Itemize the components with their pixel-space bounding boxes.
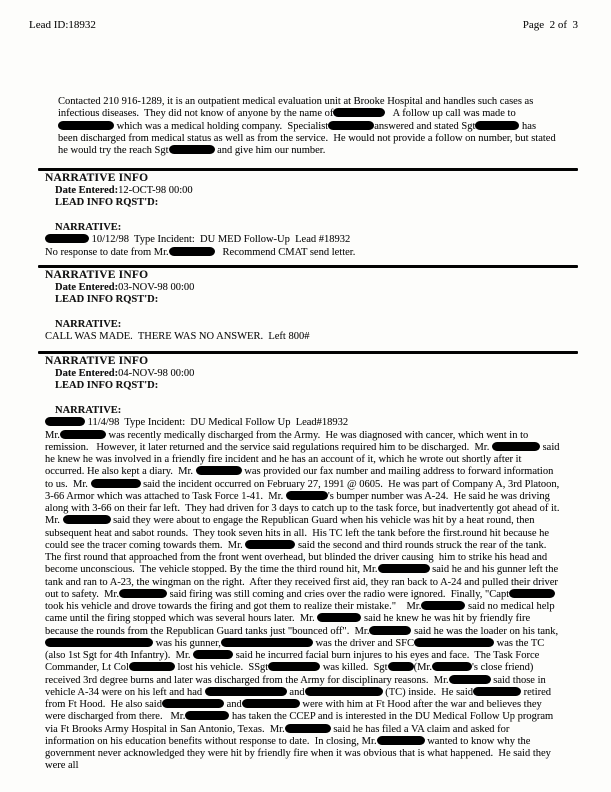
redaction-mark bbox=[509, 589, 555, 598]
narrative-line: 11/4/98 Type Incident: DU Medical Follow Up Lead#18932 bbox=[45, 417, 578, 429]
date-entered-value: 03-NOV-98 00:00 bbox=[118, 282, 195, 293]
narrative-paragraph: Mr. was recently medically discharged from the Army. He was diagnosed with cancer, which went in to remission. However, it later returned and the service said regulations required him to be discharged. Mr. said he knew he was involved in a friendly fire incident and he has an account of it, which he wrote out shortly after it occurred. He also kept a diary. Mr. was provided our fax number and mailing address to forward information to us. Mr. said the incident occurred on February 27, 1991 @ 0605. He was part of Company A, 3rd Platoon, 3-66 Armor which was attached to Task Force 1-41. Mr. 's bumper number was A-24. He said he was driving along with 3-66 on their far left. They had driven for 3 days to catch up to the task force, but inadvertently got ahead of it. Mr. said they were about to engage the Republican Guard when his vehicle was hit by a heat round, then subsequent heat and sabot rounds. They took seven hits in all. His TC left the tank before the first.round hit because he could see the tracer coming towards them. Mr. said the second and third rounds struck the rear of the tank. The first round that approached from the front went overhead, but blinded the driver causing him to strike his head and become unconscious. The vehicle stopped. By the time the third round hit, Mr. said he and his gunner left the tank and ran to A-23, the wingman on the right. After they received first aid, they ran back to A-24 and pulled their driver out to safety. Mr. said firing was still coming and cries over the radio were ignored. Finally, "Capttook his vehicle and drove towards the firing and got them to realize their mistake." Mr. said no medical help came until the firing stopped which was several hours later. Mr. said he knew he was hit by friendly fire because the rounds from the Republican Guard tanks just "bounced off". Mr. said he was the loader on his tank, was his gunner, was the driver and SFC was the TC (also 1st Sgt for 4th Infantry). Mr. said he incurred facial burn injures to his eyes and face. The Task Force Commander, Lt Col lost his vehicle. SSgt was killed. Sgt (Mr. 's close friend) received 3rd degree burns and later was discharged from the Army for disciplinary reasons. Mr. said those in vehicle A-34 were on his left and had and (TC) inside. He said retired from Ft Hood. He also said and were with him at Ft Hood after the war and believes they were discharged from there. Mr. has taken the CCEP and is interested in the DU Medical Follow Up program via Ft Brooks Army Hospital in San Antonio, Texas. Mr. said he has filed a VA claim and asked for information on his education benefits without response to date. In closing, Mr. wanted to know why the government never acknowledged they were hit by friendly fire when it was obvious that is what happened. He said they were all bbox=[45, 429, 565, 772]
redaction-mark bbox=[377, 736, 425, 745]
redaction-mark bbox=[421, 601, 465, 610]
redaction-mark bbox=[221, 638, 313, 647]
redaction-mark bbox=[333, 108, 385, 117]
redaction-mark bbox=[328, 121, 374, 130]
redaction-mark bbox=[268, 662, 320, 671]
narrative-label: NARRATIVE: bbox=[55, 222, 122, 233]
narrative-line: 10/12/98 Type Incident: DU MED Follow-Up Lead #18932 bbox=[45, 234, 578, 246]
redaction-mark bbox=[45, 234, 89, 243]
lead-id: Lead ID:18932 bbox=[29, 19, 96, 31]
lead-info-label: LEAD INFO RQST'D: bbox=[55, 294, 159, 306]
lead-info-label: LEAD INFO RQST'D: bbox=[55, 197, 159, 209]
redaction-mark bbox=[193, 650, 233, 659]
date-entered-value: 04-NOV-98 00:00 bbox=[118, 368, 195, 379]
redaction-mark bbox=[369, 626, 411, 635]
section-divider-rule bbox=[38, 351, 578, 354]
narrative-line: No response to date from Mr. Recommend CMAT send letter. bbox=[45, 246, 356, 258]
redaction-mark bbox=[91, 479, 141, 488]
narrative-section-1 bbox=[38, 168, 578, 259]
narrative-label: NARRATIVE: bbox=[55, 405, 122, 416]
redaction-mark bbox=[119, 589, 167, 598]
intro-paragraph: Contacted 210 916-1289, it is an outpatient medical evaluation unit at Brooke Hospital and handles such cases as infectious diseases. They did not know of anyone by the name of A follow up call was made to which was a medical holding company. Specialist answered and stated Sgt has been discharged from medical status as well as from the service. He would not provide a follow on number, but stated he would try the reach Sgt and give him our number. bbox=[58, 96, 559, 157]
redaction-mark bbox=[242, 699, 300, 708]
redaction-mark bbox=[45, 417, 85, 426]
redaction-mark bbox=[129, 662, 175, 671]
redaction-mark bbox=[286, 491, 328, 500]
date-entered-label: Date Entered: bbox=[55, 368, 119, 379]
narrative-label: NARRATIVE: bbox=[55, 319, 122, 330]
narrative-section-3 bbox=[38, 351, 578, 773]
page-number: Page 2 of 3 bbox=[522, 19, 578, 31]
section-title: NARRATIVE INFO bbox=[45, 172, 149, 184]
narrative-section-2 bbox=[38, 265, 578, 344]
redaction-mark bbox=[169, 145, 215, 154]
redaction-mark bbox=[196, 466, 242, 475]
redaction-mark bbox=[60, 430, 106, 439]
narrative-line: CALL WAS MADE. THERE WAS NO ANSWER. Left 800# bbox=[45, 331, 310, 343]
date-entered-label: Date Entered: bbox=[55, 282, 119, 293]
redaction-mark bbox=[63, 515, 111, 524]
section-divider-rule bbox=[38, 168, 578, 171]
redaction-mark bbox=[305, 687, 383, 696]
redaction-mark bbox=[285, 724, 331, 733]
section-divider-rule bbox=[38, 265, 578, 268]
section-title: NARRATIVE INFO bbox=[45, 355, 149, 367]
redaction-mark bbox=[492, 442, 540, 451]
redaction-mark bbox=[45, 638, 153, 647]
redaction-mark bbox=[58, 121, 114, 130]
date-entered-field bbox=[55, 368, 578, 380]
redaction-mark bbox=[245, 540, 295, 549]
date-entered-value: 12-OCT-98 00:00 bbox=[118, 185, 193, 196]
date-entered-field bbox=[55, 185, 578, 197]
redaction-mark bbox=[317, 613, 361, 622]
redaction-mark bbox=[169, 247, 215, 256]
redaction-mark bbox=[432, 662, 472, 671]
page-header bbox=[29, 19, 578, 31]
redaction-mark bbox=[473, 687, 521, 696]
date-entered-label: Date Entered: bbox=[55, 185, 119, 196]
redaction-mark bbox=[205, 687, 287, 696]
redaction-mark bbox=[388, 662, 414, 671]
date-entered-field bbox=[55, 282, 578, 294]
redaction-mark bbox=[378, 564, 430, 573]
redaction-mark bbox=[475, 121, 519, 130]
lead-info-label: LEAD INFO RQST'D: bbox=[55, 380, 159, 392]
redaction-mark bbox=[449, 675, 491, 684]
redaction-mark bbox=[414, 638, 494, 647]
redaction-mark bbox=[185, 711, 229, 720]
redaction-mark bbox=[162, 699, 224, 708]
section-title: NARRATIVE INFO bbox=[45, 269, 149, 281]
